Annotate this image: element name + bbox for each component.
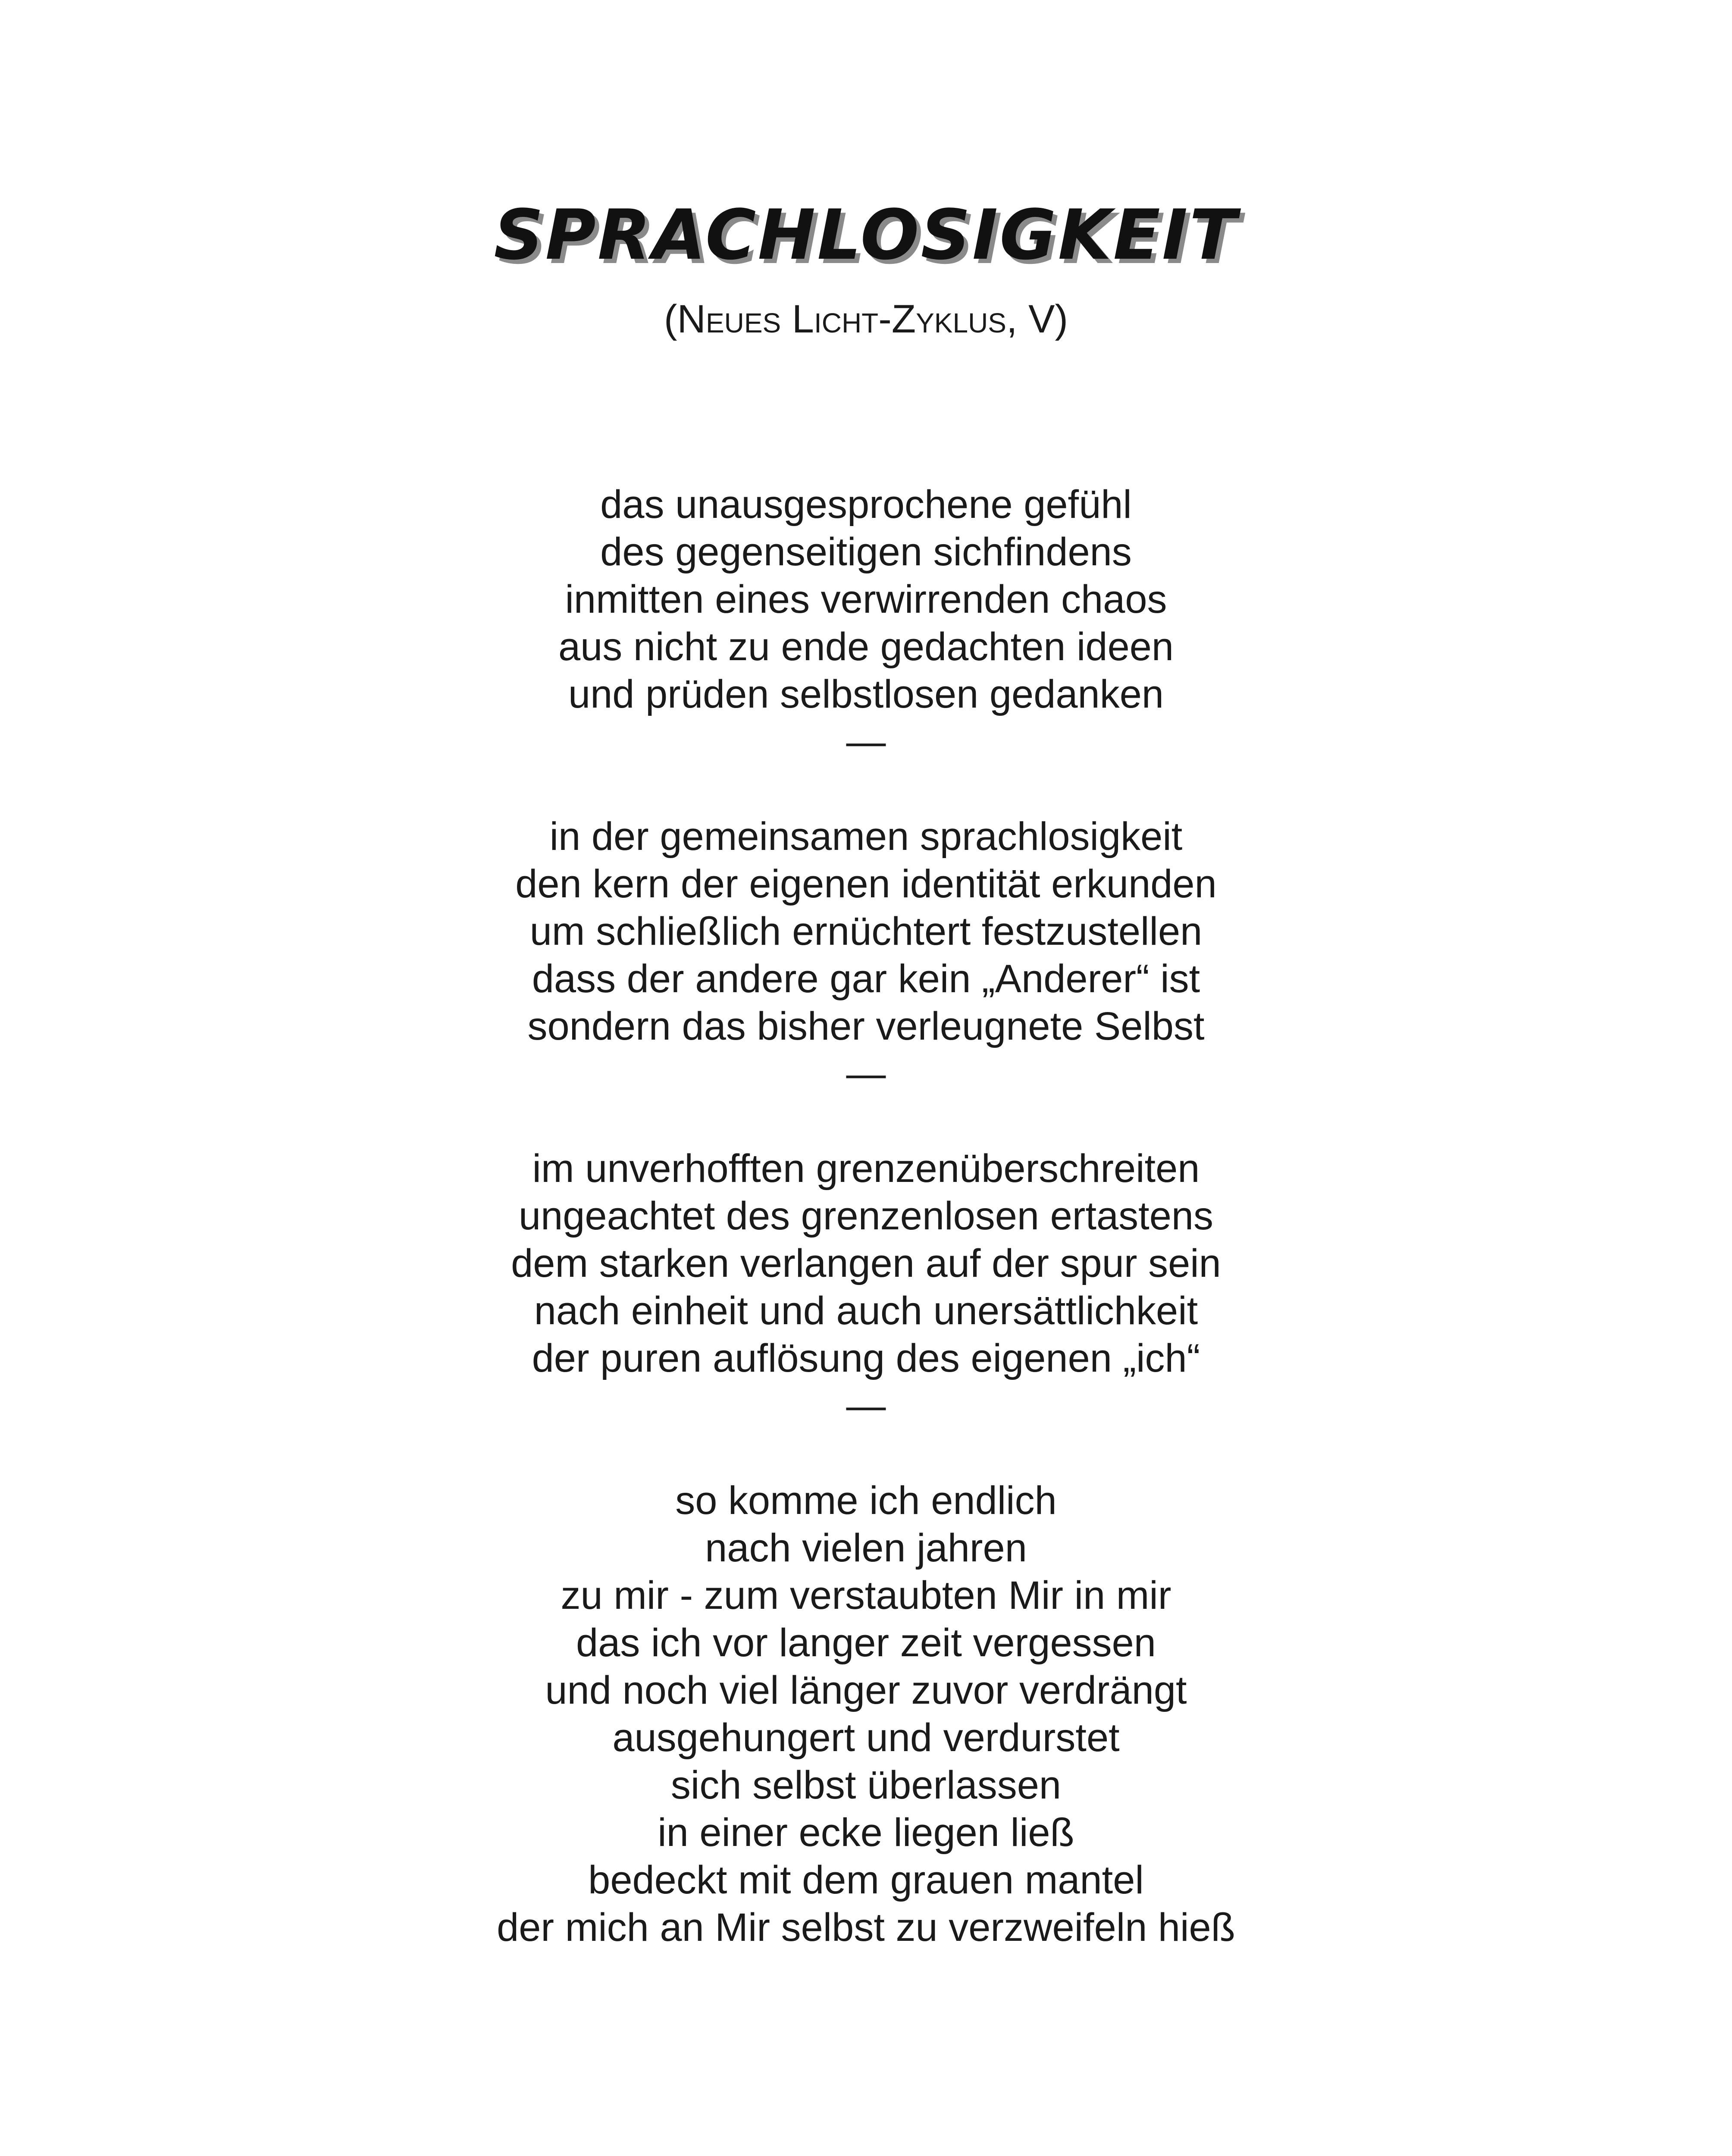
poem-line: des gegenseitigen sichfindens: [600, 530, 1132, 574]
stanza: [0, 1477, 1732, 1951]
stanza-gap: [0, 1097, 1732, 1145]
poem-line: zu mir - zum verstaubten Mir in mir: [561, 1573, 1171, 1617]
stanza: [0, 813, 1732, 1097]
stanza: [0, 1145, 1732, 1429]
poem-line: und prüden selbstlosen gedanken: [568, 672, 1164, 716]
poem-line: das ich vor langer zeit vergessen: [576, 1621, 1156, 1665]
poem-line: dem starken verlangen auf der spur sein: [511, 1241, 1221, 1285]
poem-subtitle: (Neues Licht-Zyklus, V): [664, 297, 1068, 341]
stanza-gap: [0, 1429, 1732, 1477]
poem-line: dass der andere gar kein „Anderer“ ist: [532, 957, 1200, 1001]
stanza-separator: —: [846, 720, 886, 764]
poem-line: ungeachtet des grenzenlosen ertastens: [518, 1194, 1214, 1238]
poem-title: SPRACHLOSIGKEIT: [494, 194, 1238, 275]
stanza-separator: —: [846, 1384, 886, 1428]
poem-line: sich selbst überlassen: [670, 1763, 1062, 1807]
poem-line: aus nicht zu ende gedachten ideen: [558, 625, 1174, 669]
poem-line: in der gemeinsamen sprachlosigkeit: [549, 815, 1183, 859]
poem-line: der puren auflösung des eigenen „ich“: [532, 1336, 1200, 1380]
poem-line: so komme ich endlich: [675, 1479, 1057, 1523]
poem-line: nach vielen jahren: [705, 1526, 1027, 1570]
poem-line: in einer ecke liegen ließ: [658, 1811, 1074, 1855]
poem-line: und noch viel länger zuvor verdrängt: [545, 1668, 1187, 1712]
poem-line: im unverhofften grenzenüberschreiten: [532, 1147, 1200, 1191]
poem-line: nach einheit und auch unersättlichkeit: [534, 1289, 1198, 1333]
poem-line: der mich an Mir selbst zu verzweifeln hieß: [497, 1905, 1235, 1949]
poem-line: sondern das bisher verleugnete Selbst: [527, 1004, 1205, 1048]
stanza-gap: [0, 765, 1732, 813]
poem-line: inmitten eines verwirrenden chaos: [565, 577, 1167, 621]
poem-line: das unausgesprochene gefühl: [600, 483, 1132, 526]
poem-line: um schließlich ernüchtert festzustellen: [529, 909, 1203, 953]
stanza-separator: —: [846, 1052, 886, 1096]
poem-line: bedeckt mit dem grauen mantel: [588, 1858, 1144, 1902]
poem-line: den kern der eigenen identität erkunden: [515, 862, 1217, 906]
poem-line: ausgehungert und verdurstet: [612, 1716, 1120, 1760]
poem-body: [0, 481, 1732, 1951]
stanza: [0, 481, 1732, 765]
